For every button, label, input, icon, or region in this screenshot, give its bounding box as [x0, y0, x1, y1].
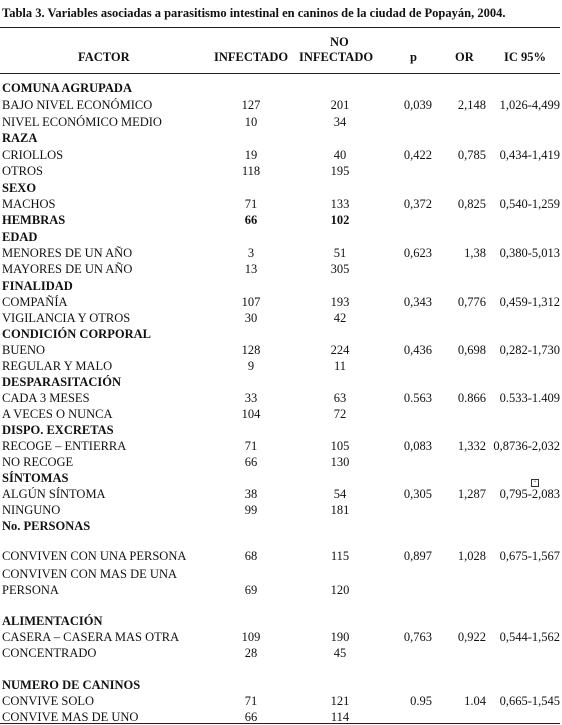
cell-inf: 10	[244, 115, 258, 129]
cell-factor: CONVIVE SOLO	[2, 694, 95, 708]
cell-factor: RECOGE – ENTIERRA	[2, 439, 127, 453]
cell-noinf: 54	[333, 487, 347, 501]
cell-inf: 30	[244, 311, 258, 325]
header-infectado: INFECTADO	[214, 50, 289, 64]
cell-p: 0,623	[403, 246, 432, 260]
cell-ic: 0,544-1,562	[499, 630, 560, 644]
cell-inf: 13	[244, 262, 258, 276]
cell-factor: COMUNA AGRUPADA	[2, 81, 132, 95]
cell-ic: 0,8736-2,032	[493, 439, 560, 453]
cell-noinf: 34	[333, 115, 347, 129]
object-anchor-icon: +	[531, 479, 539, 487]
section-row	[0, 212, 562, 228]
cell-or: 0,825	[457, 197, 486, 211]
table-row	[0, 163, 562, 179]
cell-inf: 66	[244, 455, 258, 469]
header-no-infectado-line1: NO	[330, 35, 349, 49]
header-or: OR	[455, 50, 474, 64]
cell-factor: DESPARASITACIÓN	[2, 375, 122, 389]
cell-or: 1,332	[457, 439, 486, 453]
cell-ic: 0,282-1,730	[499, 343, 560, 357]
cell-factor: BUENO	[2, 343, 46, 357]
cell-factor: MENORES DE UN AÑO	[2, 246, 133, 260]
cell-factor: CONCENTRADO	[2, 646, 97, 660]
cell-ic: 0,665-1,545	[499, 694, 560, 708]
cell-p: 0,422	[403, 148, 432, 162]
cell-p: 0.95	[410, 694, 432, 708]
cell-noinf: 193	[330, 295, 350, 309]
cell-p: 0,897	[403, 549, 432, 563]
cell-noinf: 115	[330, 549, 350, 563]
cell-inf: 68	[244, 549, 258, 563]
cell-factor: NIVEL ECONÓMICO MEDIO	[2, 115, 162, 129]
header-ic: IC 95%	[504, 50, 547, 64]
table-title: Tabla 3. Variables asociadas a parasitismo intestinal en caninos de la ciudad de Popayán, 2004.	[2, 6, 506, 20]
cell-factor: VIGILANCIA Y OTROS	[2, 311, 131, 325]
table-row	[0, 114, 562, 130]
cell-ic: 0,459-1,312	[499, 295, 560, 309]
section-row	[0, 326, 562, 342]
cell-p: 0,436	[403, 343, 432, 357]
cell-factor: CADA 3 MESES	[2, 391, 90, 405]
cell-noinf: 63	[333, 391, 347, 405]
section-row	[0, 613, 562, 629]
section-row	[0, 229, 562, 245]
cell-factor: CASERA – CASERA MAS OTRA	[2, 630, 180, 644]
cell-noinf: 133	[330, 197, 350, 211]
cell-p: 0.563	[403, 391, 432, 405]
table-row	[0, 645, 562, 661]
cell-factor: CONVIVEN CON MAS DE UNA	[2, 567, 177, 581]
cell-or: 0,785	[457, 148, 486, 162]
cell-factor: OTROS	[2, 164, 43, 178]
cell-factor: CONVIVE MAS DE UNO	[2, 710, 139, 724]
header-factor: FACTOR	[78, 50, 130, 64]
header-p: p	[410, 50, 417, 64]
cell-noinf: 42	[333, 311, 347, 325]
cell-factor: No. PERSONAS	[2, 519, 91, 533]
cell-inf: 66	[244, 213, 258, 227]
cell-noinf: 201	[330, 98, 350, 112]
cell-inf: 127	[241, 98, 261, 112]
cell-inf: 69	[244, 583, 258, 597]
cell-ic: 1,026-4,499	[499, 98, 560, 112]
header-rule-top	[0, 27, 560, 28]
section-row	[0, 422, 562, 438]
cell-noinf: 190	[330, 630, 350, 644]
cell-noinf: 72	[333, 407, 347, 421]
cell-ic: 0.533-1.409	[499, 391, 560, 405]
table-row	[0, 261, 562, 277]
cell-ic: 0,540-1,259	[499, 197, 560, 211]
table-row	[0, 342, 562, 358]
table-row	[0, 693, 562, 709]
table-row	[0, 390, 562, 406]
cell-or: 0,776	[457, 295, 486, 309]
cell-factor: CRIOLLOS	[2, 148, 64, 162]
cell-inf: 71	[244, 439, 258, 453]
cell-ic: 0,675-1,567	[499, 549, 560, 563]
cell-inf: 66	[244, 710, 258, 724]
cell-noinf: 121	[330, 694, 350, 708]
cell-factor: CONDICIÓN CORPORAL	[2, 327, 151, 341]
table-row	[0, 548, 562, 564]
cell-noinf: 114	[330, 710, 350, 724]
cell-p: 0,083	[403, 439, 432, 453]
cell-noinf: 195	[330, 164, 350, 178]
cell-noinf: 45	[333, 646, 347, 660]
cell-or: 2,148	[457, 98, 486, 112]
cell-inf: 33	[244, 391, 258, 405]
cell-or: 1.04	[464, 694, 486, 708]
cell-ic: 0,434-1,419	[499, 148, 560, 162]
cell-noinf: 51	[333, 246, 347, 260]
cell-inf: 71	[244, 694, 258, 708]
cell-inf: 99	[244, 503, 258, 517]
cell-inf: 38	[244, 487, 258, 501]
cell-noinf: 120	[330, 583, 350, 597]
cell-or: 1,287	[457, 487, 486, 501]
cell-noinf: 11	[333, 359, 347, 373]
cell-noinf: 305	[330, 262, 350, 276]
cell-or: 0,698	[457, 343, 486, 357]
cell-inf: 19	[244, 148, 258, 162]
cell-or: 1,38	[464, 246, 486, 260]
cell-factor: NUMERO DE CANINOS	[2, 678, 141, 692]
table-row	[0, 196, 562, 212]
cell-noinf: 224	[330, 343, 350, 357]
cell-factor: SÍNTOMAS	[2, 471, 69, 485]
table-row	[0, 629, 562, 645]
section-row	[0, 130, 562, 146]
cell-or: 1,028	[457, 549, 486, 563]
footer-rule	[0, 723, 560, 724]
section-row	[0, 470, 562, 486]
cell-factor: A VECES O NUNCA	[2, 407, 113, 421]
cell-p: 0,343	[403, 295, 432, 309]
cell-inf: 3	[247, 246, 255, 260]
cell-inf: 9	[247, 359, 255, 373]
cell-factor: CONVIVEN CON UNA PERSONA	[2, 549, 187, 563]
table-row	[0, 406, 562, 422]
cell-or: 0,922	[457, 630, 486, 644]
section-row	[0, 374, 562, 390]
table-row	[0, 310, 562, 326]
table-row	[0, 486, 562, 502]
section-row	[0, 518, 562, 534]
cell-inf: 28	[244, 646, 258, 660]
cell-p: 0,372	[403, 197, 432, 211]
cell-p: 0,305	[403, 487, 432, 501]
table-row	[0, 294, 562, 310]
cell-factor: RAZA	[2, 131, 38, 145]
cell-ic: 0,380-5,013	[499, 246, 560, 260]
section-row	[0, 278, 562, 294]
table-row	[0, 97, 562, 113]
cell-noinf: 181	[330, 503, 350, 517]
cell-factor: REGULAR Y MALO	[2, 359, 113, 373]
cell-noinf: 40	[333, 148, 347, 162]
table-row	[0, 358, 562, 374]
cell-p: 0,763	[403, 630, 432, 644]
cell-inf: 109	[241, 630, 261, 644]
cell-factor: MACHOS	[2, 197, 56, 211]
cell-noinf: 105	[330, 439, 350, 453]
table-row	[0, 245, 562, 261]
section-row	[0, 180, 562, 196]
cell-factor: NINGUNO	[2, 503, 61, 517]
cell-factor: HEMBRAS	[2, 213, 66, 227]
table-row	[0, 502, 562, 518]
cell-factor: EDAD	[2, 230, 38, 244]
cell-noinf: 102	[330, 213, 350, 227]
cell-factor: SEXO	[2, 181, 37, 195]
table-row	[0, 582, 562, 598]
cell-factor: ALGÚN SÍNTOMA	[2, 487, 106, 501]
cell-or: 0.866	[457, 391, 486, 405]
cell-factor: COMPAÑÍA	[2, 295, 68, 309]
cell-inf: 118	[241, 164, 261, 178]
header-no-infectado-line2: INFECTADO	[299, 50, 374, 64]
header-rule-bottom	[0, 73, 560, 74]
cell-noinf: 130	[330, 455, 350, 469]
section-row	[0, 80, 562, 96]
cell-factor: ALIMENTACIÓN	[2, 614, 103, 628]
cell-factor: NO RECOGE	[2, 455, 74, 469]
table-row	[0, 566, 562, 582]
cell-factor: MAYORES DE UN AÑO	[2, 262, 133, 276]
table-row	[0, 454, 562, 470]
cell-factor: FINALIDAD	[2, 279, 73, 293]
cell-inf: 128	[241, 343, 261, 357]
table-row	[0, 438, 562, 454]
cell-factor: BAJO NIVEL ECONÓMICO	[2, 98, 153, 112]
cell-inf: 107	[241, 295, 261, 309]
cell-inf: 104	[241, 407, 261, 421]
cell-factor: DISPO. EXCRETAS	[2, 423, 114, 437]
cell-inf: 71	[244, 197, 258, 211]
cell-p: 0,039	[403, 98, 432, 112]
cell-factor: PERSONA	[2, 583, 59, 597]
table-row	[0, 147, 562, 163]
cell-ic: 0,795-2,083	[499, 487, 560, 501]
section-row	[0, 677, 562, 693]
